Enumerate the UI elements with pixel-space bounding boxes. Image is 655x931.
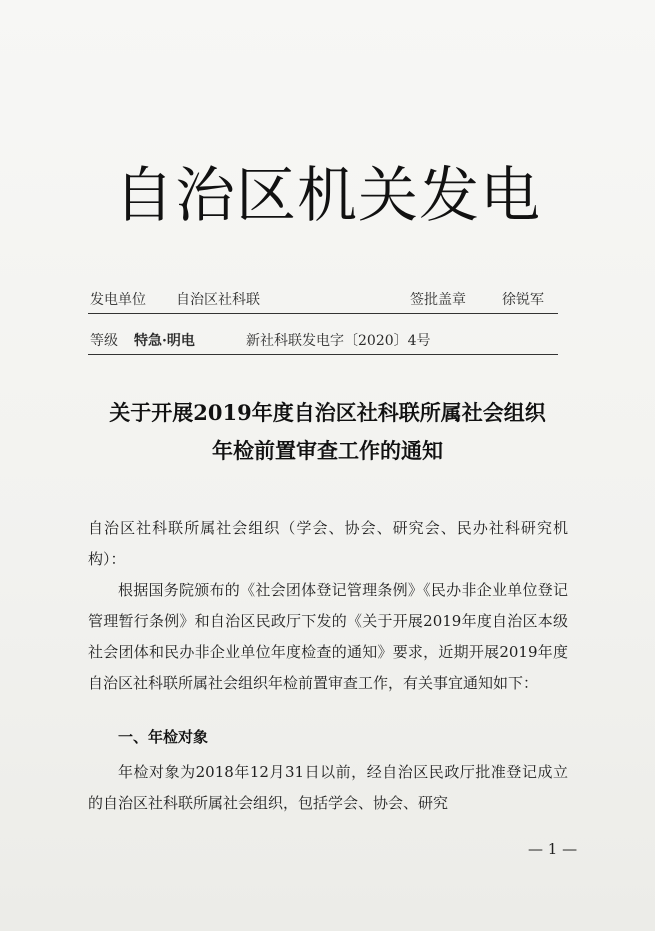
signature-label: 签批盖章 <box>410 292 466 308</box>
notice-body <box>88 513 568 699</box>
notice-title-line1: 关于开展2019年度自治区社科联所属社会组织 <box>109 400 546 425</box>
page-number: — 1 — <box>528 840 578 858</box>
header-divider-2 <box>88 354 558 355</box>
issuing-unit-label: 发电单位 <box>90 292 146 308</box>
urgency-label: 等级 <box>90 333 118 349</box>
issuing-unit-value: 自治区社科联 <box>176 292 260 308</box>
document-banner: 自治区机关发电 <box>114 161 541 231</box>
salutation: 自治区社科联所属社会组织（学会、协会、研究会、民办社科研究机构）： <box>88 519 568 568</box>
signature-value: 徐锐军 <box>502 292 544 308</box>
urgency-value: 特急·明电 <box>134 333 195 349</box>
header-divider-1 <box>88 313 558 314</box>
paragraph-basis: 根据国务院颁布的《社会团体登记管理条例》《民办非企业单位登记管理暂行条例》和自治区民政厅下发的《关于开展2019年度自治区本级社会团体和民办非企业单位年度检查的通知》要求，近期开展2019年度自治区社科联所属社会组织年检前置审查工作，有关事宜通知如下： <box>88 581 568 692</box>
notice-body-continued <box>88 757 568 819</box>
paragraph-inspection-scope: 年检对象为2018年12月31日以前，经自治区民政厅批准登记成立的自治区社科联所属社会组织，包括学会、协会、研究 <box>88 763 568 812</box>
section-heading-inspection-scope: 一、年检对象 <box>118 728 209 746</box>
document-number: 新社科联发电字〔2020〕4号 <box>246 333 431 349</box>
notice-title-line2: 年检前置审查工作的通知 <box>212 438 443 463</box>
